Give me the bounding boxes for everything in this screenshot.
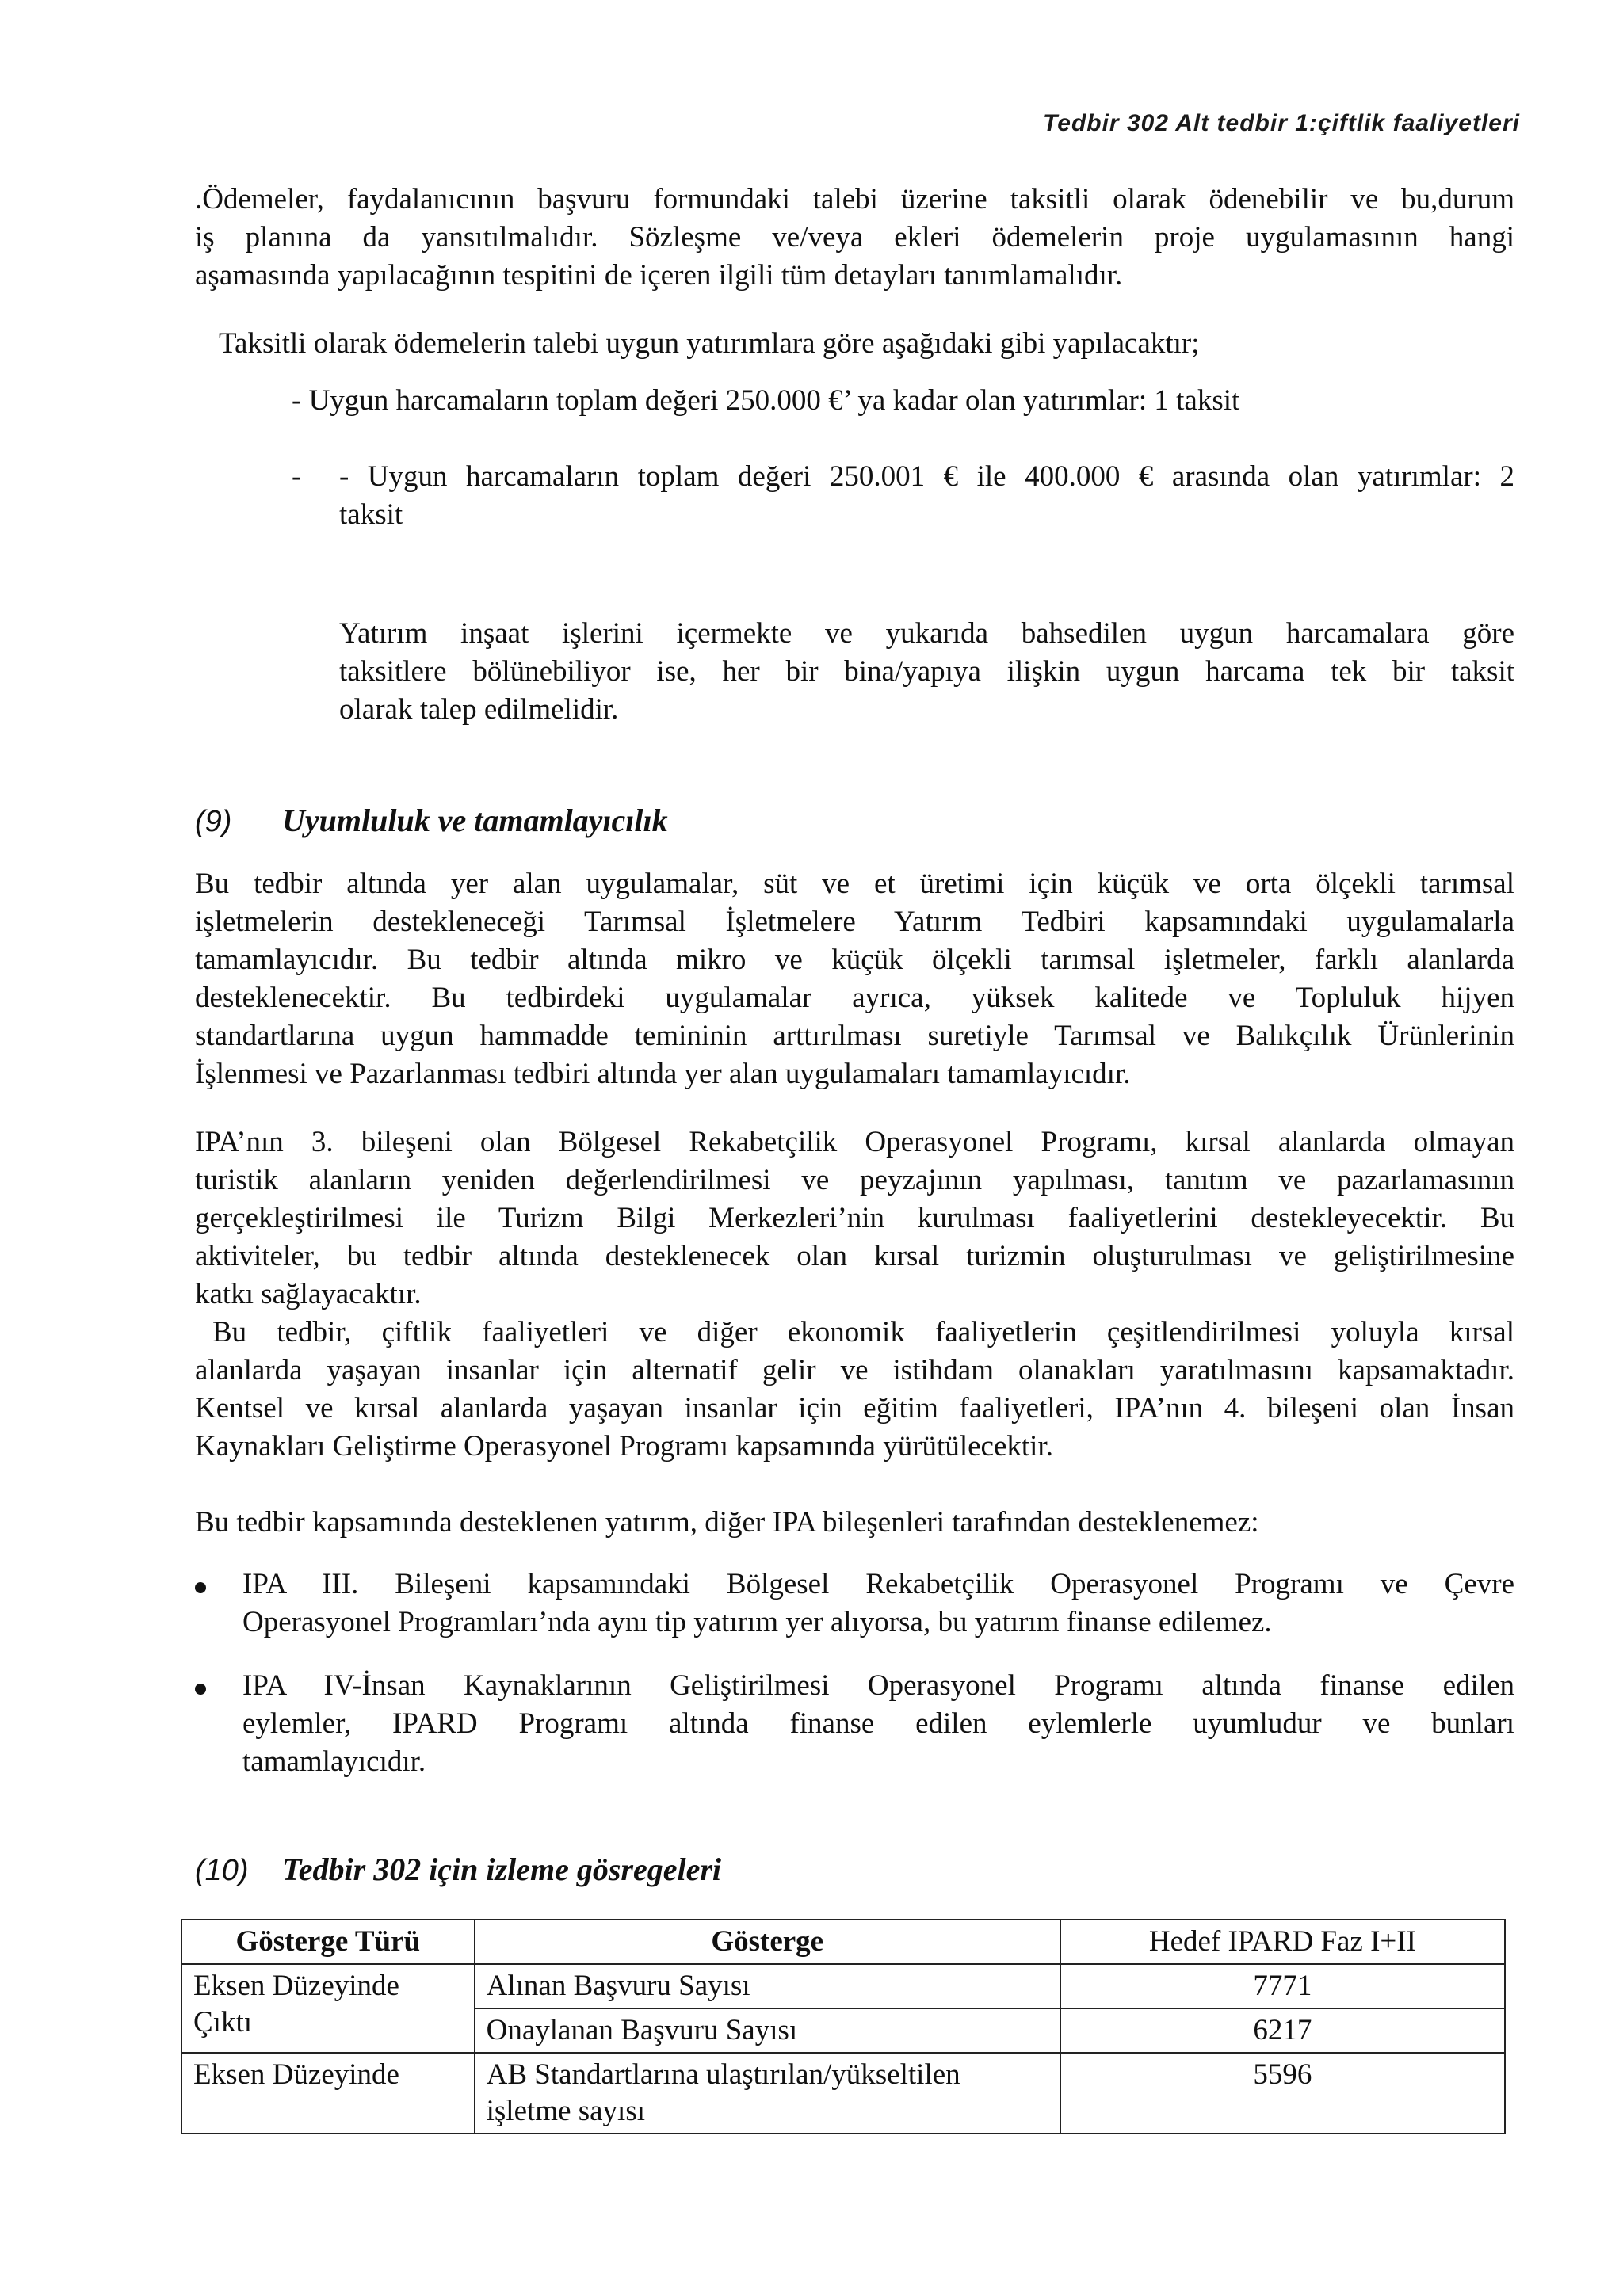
table-row [181,1964,1505,2008]
section-9-paragraph-1 [195,865,1514,1093]
section-number: (10) [195,1854,249,1887]
text-line: tamamlayıcıdır. [242,1745,426,1778]
section-title: Uyumluluk ve tamamlayıcılık [282,803,668,838]
installment-item-1: - Uygun harcamaların toplam değeri 250.000 €’ ya kadar olan yatırımlar: 1 taksit [292,384,1240,417]
bullet-icon [195,1684,206,1695]
text-line: .Ödemeler, faydalanıcının başvuru formundaki talebi üzerine taksitli olarak ödenebilir ve bu,durum [195,183,1514,215]
text-line: katkı sağlayacaktır. [195,1278,422,1310]
text-line: taksitlere bölünebiliyor ise, her bir bina/yapıya ilişkin uygun harcama tek bir taksit [339,655,1514,688]
bullet-item-1 [242,1566,1514,1642]
table-header-cell: Gösterge Türü [181,1920,475,1964]
table-cell-type: Eksen Düzeyinde [181,2053,475,2134]
table-cell-indicator: Alınan Başvuru Sayısı [475,1964,1060,2008]
table-cell-target: 6217 [1060,2008,1505,2053]
text-line: İşlenmesi ve Pazarlanması tedbiri altında yer alan uygulamaları tamamlayıcıdır. [195,1058,1131,1090]
section-10-heading [195,1851,721,1890]
table-cell-target: 5596 [1060,2053,1505,2134]
table-cell-indicator: Onaylanan Başvuru Sayısı [475,2008,1060,2053]
text-line: eylemler, IPARD Programı altında finanse edilen eylemlerle uyumludur ve bunları [242,1707,1514,1740]
table-header-cell: Hedef IPARD Faz I+II [1060,1920,1505,1964]
text-line: IPA IV-İnsan Kaynaklarının Geliştirilmesi Operasyonel Programı altında finanse edilen [242,1669,1514,1702]
section-9-paragraph-3 [195,1314,1514,1466]
text-line: Kaynakları Geliştirme Operasyonel Programı kapsamında yürütülecektir. [195,1430,1053,1463]
text-line: IPA’nın 3. bileşeni olan Bölgesel Rekabetçilik Operasyonel Programı, kırsal alanlarda olmayan [195,1126,1514,1158]
text-line: Bu tedbir altında yer alan uygulamalar, süt ve et üretimi için küçük ve orta ölçekli tarımsal [195,868,1514,900]
text-line: iş planına da yansıtılmalıdır. Sözleşme ve/veya ekleri ödemelerin proje uygulamasının hangi [195,221,1514,254]
installment-item-2 [339,458,1514,534]
table-row [181,2053,1505,2134]
section-9-heading [195,802,668,841]
section-title: Tedbir 302 için izleme gösregeleri [282,1852,722,1887]
table-cell-type: Eksen Düzeyinde Çıktı [181,1964,475,2053]
text-line: aşamasında yapılacağının tespitini de içeren ilgili tüm detayları tanımlamalıdır. [195,259,1123,292]
text-line: IPA III. Bileşeni kapsamındaki Bölgesel Rekabetçilik Operasyonel Programı ve Çevre [242,1568,1514,1600]
installment-item-2-dash: - [292,460,302,493]
payments-intro-paragraph [195,181,1514,295]
text-line: taksit [339,498,403,531]
text-line: işletmelerin destekleneceği Tarımsal İşletmelere Yatırım Tedbiri kapsamındaki uygulamalarla [195,906,1514,938]
text-line: olarak talep edilmelidir. [339,693,619,726]
table-cell-indicator: AB Standartlarına ulaştırılan/yükseltilen işletme sayısı [475,2053,1060,2134]
installment-intro: Taksitli olarak ödemelerin talebi uygun yatırımlara göre aşağıdaki gibi yapılacaktır; [219,327,1200,360]
text-line: Kentsel ve kırsal alanlarda yaşayan insanlar için eğitim faaliyetleri, IPA’nın 4. bileşeni olan İnsan [195,1392,1514,1425]
construction-paragraph [339,615,1514,729]
text-line: standartlarına uygun hammadde temininin arttırılması suretiyle Tarımsal ve Balıkçılık Ürünlerinin [195,1020,1514,1052]
text-line: - Uygun harcamaların toplam değeri 250.001 € ile 400.000 € arasında olan yatırımlar: 2 [339,460,1514,493]
text-line: Operasyonel Programları’nda aynı tip yatırım yer alıyorsa, bu yatırım finanse edilemez. [242,1606,1272,1638]
text-line: Yatırım inşaat işlerini içermekte ve yukarıda bahsedilen uygun harcamalara göre [339,617,1514,650]
section-number: (9) [195,805,232,838]
section-9-paragraph-2 [195,1123,1514,1314]
text-line: aktiviteler, bu tedbir altında desteklenecek olan kırsal turizmin oluşturulması ve geliştirilmesine [195,1240,1514,1272]
running-header: Tedbir 302 Alt tedbir 1:çiftlik faaliyetleri [1043,110,1520,136]
section-9-paragraph-4: Bu tedbir kapsamında desteklenen yatırım, diğer IPA bileşenleri tarafından desteklenemez: [195,1506,1259,1539]
bullet-item-2 [242,1667,1514,1781]
text-line: tamamlayıcıdır. Bu tedbir altında mikro ve küçük ölçekli tarımsal işletmeler, farklı alanlarda [195,944,1514,976]
text-line: alanlarda yaşayan insanlar için alternatif gelir ve istihdam olanakları yaratılmasını kapsamaktadır. [195,1354,1514,1386]
text-line: gerçekleştirilmesi ile Turizm Bilgi Merkezleri’nin kurulması faaliyetlerini destekleyecektir. Bu [195,1202,1514,1234]
text-line: Bu tedbir, çiftlik faaliyetleri ve diğer ekonomik faaliyetlerin çeşitlendirilmesi yoluyla kırsal [212,1316,1514,1348]
table-header-cell: Gösterge [475,1920,1060,1964]
table-header-row [181,1920,1505,1964]
bullet-icon [195,1582,206,1593]
table-cell-target: 7771 [1060,1964,1505,2008]
indicator-table [181,1919,1506,2134]
text-line: turistik alanların yeniden değerlendirilmesi ve peyzajının yapılması, tanıtım ve pazarlamasının [195,1164,1514,1196]
text-line: desteklenecektir. Bu tedbirdeki uygulamalar ayrıca, yüksek kalitede ve Topluluk hijyen [195,982,1514,1014]
